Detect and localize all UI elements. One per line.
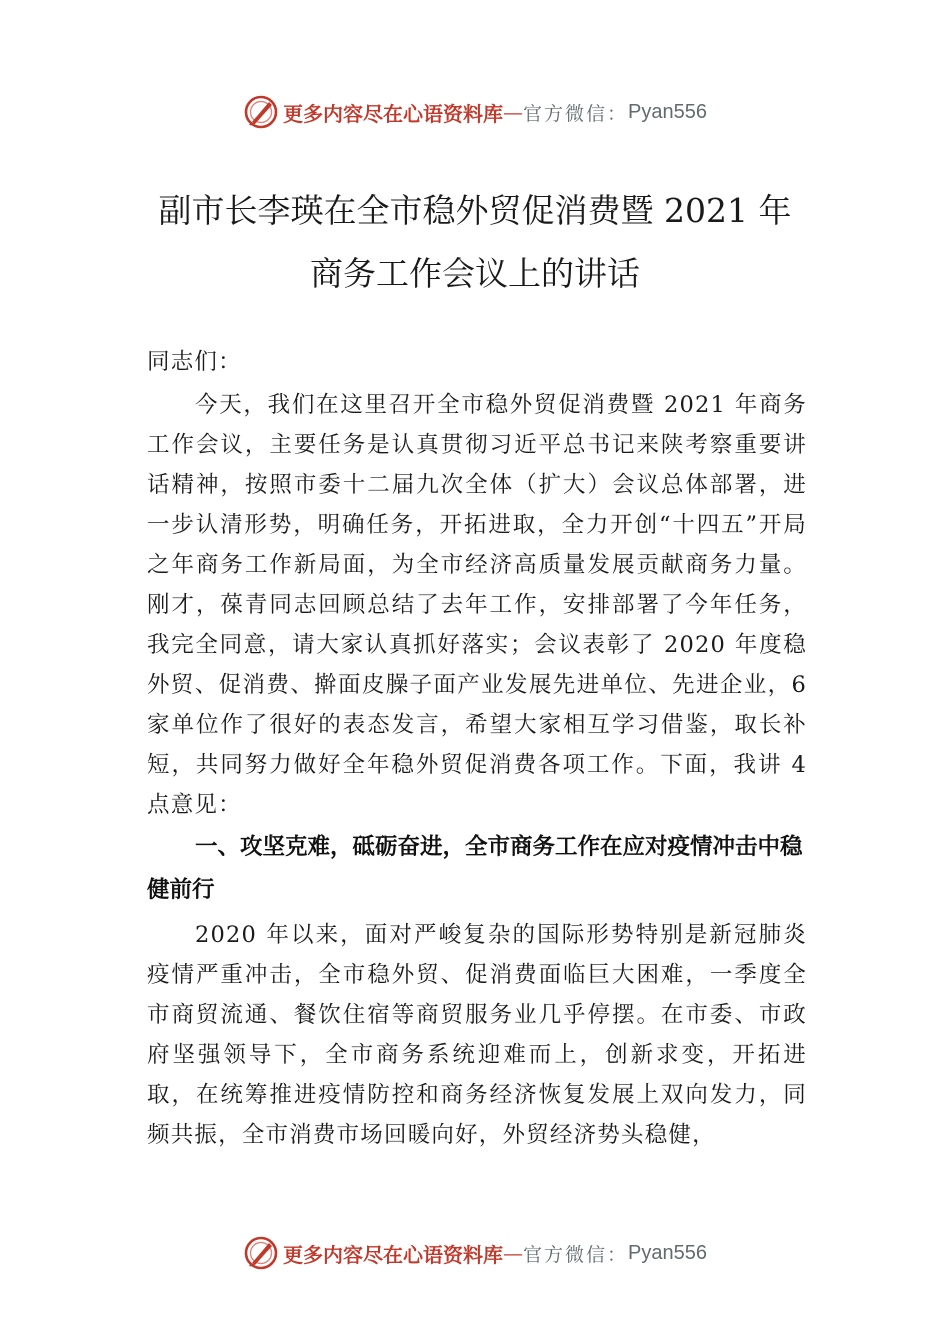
document-title-line-1: 副市长李瑛在全市稳外贸促消费暨 2021 年 [158,191,792,230]
brush-logo-icon [243,94,279,130]
footer-watermark [0,1233,950,1273]
watermark-wechat-id: Pyan556 [628,100,707,123]
watermark-wechat-label: 官方微信： [523,1243,629,1266]
section-heading-1: 一、攻坚克难，砥砺奋进，全市商务工作在应对疫情冲击中稳健前行 [147,834,803,903]
salutation: 同志们： [147,349,242,375]
brush-logo-icon [243,1235,279,1271]
header-watermark [0,92,950,132]
body-paragraph-1: 今天，我们在这里召开全市稳外贸促消费暨 2021 年商务工作会议，主要任务是认真贯彻习近平总书记来陕考察重要讲话精神，按照市委十二届九次全体（扩大）会议总体部署，进一步认清形势，明确任务，开拓进取，全力开创“十四五”开局之年商务工作新局面，为全市经济高质量发展贡献商务力量。刚才，葆青同志回顾总结了去年工作，安排部署了今年任务，我完全同意，请大家认真抓好落实；会议表彰了 2020 年度稳外贸、促消费、擀面皮臊子面产业发展先进单位、先进企业，6 家单位作了很好的表态发言，希望大家相互学习借鉴，取长补短，共同努力做好全年稳外贸促消费各项工作。下面，我讲 4 点意见： [147,392,807,818]
watermark-primary-text: 更多内容尽在心语资料库 [283,1242,503,1267]
watermark-wechat-id: Pyan556 [628,1241,707,1264]
body-paragraph-2: 2020 年以来，面对严峻复杂的国际形势特别是新冠肺炎疫情严重冲击，全市稳外贸、促消费面临巨大困难，一季度全市商贸流通、餐饮住宿等商贸服务业几乎停摆。在市委、市政府坚强领导下，全市商务系统迎难而上，创新求变，开拓进取，在统筹推进疫情防控和商务经济恢复发展上双向发力，同频共振，全市消费市场回暖向好，外贸经济势头稳健， [147,922,807,1148]
watermark-wechat-label: 官方微信： [523,102,629,125]
watermark-separator: — [503,1241,523,1265]
watermark-primary-text: 更多内容尽在心语资料库 [283,101,503,126]
document-title-line-2: 商务工作会议上的讲话 [310,254,640,293]
watermark-separator: — [503,100,523,124]
